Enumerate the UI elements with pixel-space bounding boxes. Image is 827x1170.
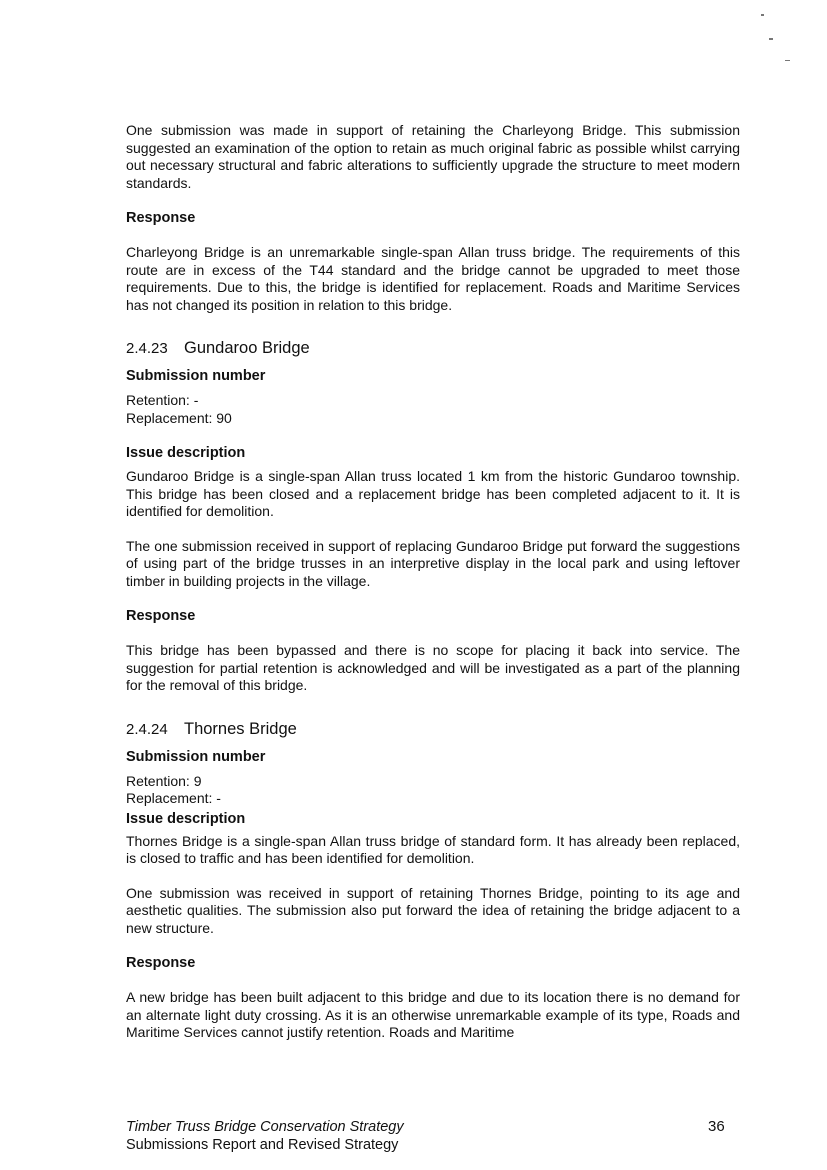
scan-mark	[761, 14, 764, 16]
page-footer	[126, 1118, 726, 1154]
footer-document-title: Timber Truss Bridge Conservation Strategy	[126, 1119, 404, 1135]
section-title: Thornes Bridge	[184, 719, 297, 738]
charleyong-response-heading: Response	[126, 210, 196, 226]
gundaroo-issue-paragraph-2: The one submission received in support of replacing Gundaroo Bridge put forward the suggestions of using part of the bridge trusses in an interpretive display in the local park and using leftover timber in building projects in the village.	[126, 537, 740, 589]
footer-document-subtitle: Submissions Report and Revised Strategy	[126, 1137, 399, 1153]
section-title: Gundaroo Bridge	[184, 339, 310, 357]
thornes-replacement: Replacement: -	[126, 790, 221, 806]
gundaroo-retention: Retention: -	[126, 392, 199, 408]
page-number: 36	[708, 1118, 725, 1135]
section-number: 2.4.24	[126, 720, 168, 738]
intro-paragraph: One submission was made in support of retaining the Charleyong Bridge. This submission suggested an examination of the option to retain as much original fabric as possible whilst carrying out necessary structural and fabric alterations to sufficiently upgrade the structure to meet modern standards.	[126, 122, 740, 191]
thornes-retention: Retention: 9	[126, 772, 202, 789]
thornes-issue-paragraph-1: Thornes Bridge is a single-span Allan truss bridge of standard form. It has already been replaced, is closed to traffic and has been identified for demolition.	[126, 832, 740, 866]
thornes-response-text: A new bridge has been built adjacent to this bridge and due to its location there is no demand for an alternate light duty crossing. As it is an otherwise unremarkable example of its type, Roads and Maritime Services cannot justify retention. Roads and Maritime	[126, 989, 740, 1040]
gundaroo-issue-paragraph-1: Gundaroo Bridge is a single-span Allan truss located 1 km from the historic Gundaroo township. This bridge has been closed and a replacement bridge has been completed adjacent to it. It is identified for demolition.	[126, 468, 740, 519]
gundaroo-submission-heading: Submission number	[126, 368, 266, 384]
thornes-response-heading: Response	[126, 955, 196, 971]
section-heading-thornes	[126, 719, 740, 740]
thornes-issue-heading: Issue description	[126, 810, 246, 827]
section-number: 2.4.23	[126, 340, 168, 357]
scan-mark	[769, 38, 773, 40]
thornes-issue-paragraph-2: One submission was received in support of retaining Thornes Bridge, pointing to its age and aesthetic qualities. The submission also put forward the idea of retaining the bridge adjacent to a new structure.	[126, 884, 740, 936]
charleyong-response-text: Charleyong Bridge is an unremarkable single-span Allan truss bridge. The requirements of this route are in excess of the T44 standard and the bridge cannot be upgraded to meet those requirements. Due to this, the bridge is identified for replacement. Roads and Maritime Services has not changed its position in relation to this bridge.	[126, 244, 740, 313]
scan-mark	[785, 60, 790, 61]
gundaroo-response-heading: Response	[126, 608, 196, 624]
section-heading-gundaroo	[126, 338, 740, 359]
gundaroo-replacement: Replacement: 90	[126, 409, 232, 426]
page-content	[126, 122, 740, 1042]
gundaroo-issue-heading: Issue description	[126, 445, 246, 461]
gundaroo-response-text: This bridge has been bypassed and there is no scope for placing it back into service. The suggestion for partial retention is acknowledged and will be investigated as a part of the planning for the removal of this bridge.	[126, 642, 740, 693]
thornes-submission-heading: Submission number	[126, 748, 266, 765]
